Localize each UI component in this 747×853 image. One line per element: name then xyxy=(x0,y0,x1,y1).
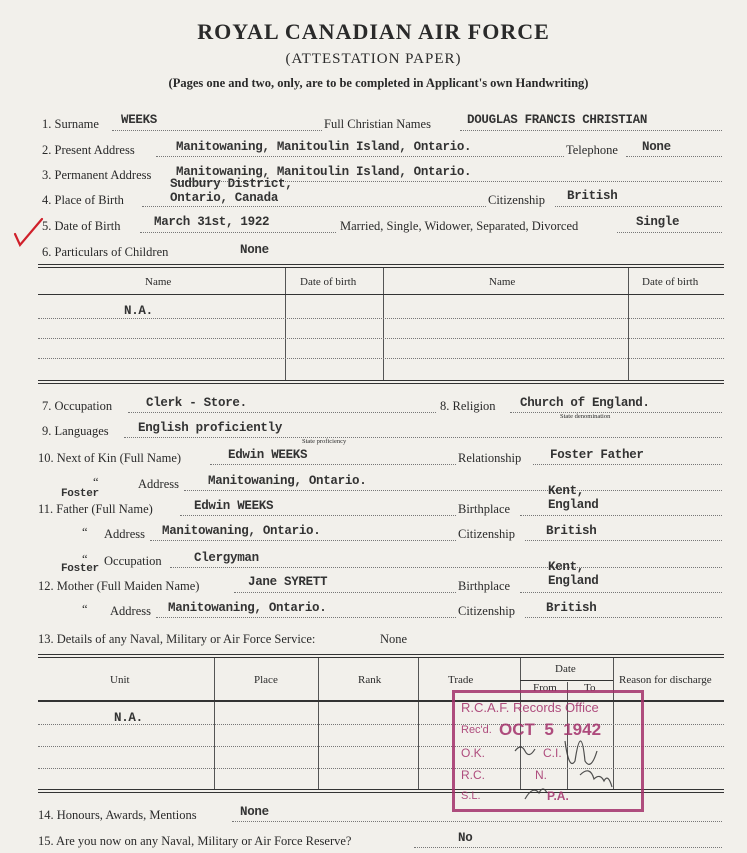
surname-label: 1. Surname xyxy=(42,117,99,131)
stamp-sl: S.L. xyxy=(461,790,481,802)
stamp-initials-handwriting xyxy=(495,720,635,803)
col-from: From xyxy=(533,682,557,694)
languages-value: English proficiently xyxy=(138,421,283,435)
place-of-birth-line2: Ontario, Canada xyxy=(170,191,279,205)
mother-birthplace-line2: England xyxy=(548,574,599,588)
mother-foster-note: Foster xyxy=(61,563,99,575)
col-date-of-birth: Date of birth xyxy=(300,276,357,288)
stamp-office: R.C.A.F. Records Office xyxy=(461,700,599,715)
mother-address-value: Manitowaning, Ontario. xyxy=(168,601,327,615)
records-office-stamp xyxy=(452,690,644,812)
place-of-birth-label: 4. Place of Birth xyxy=(42,193,124,207)
mother-birthplace-label: Birthplace xyxy=(458,579,511,593)
citizenship-value: British xyxy=(567,189,618,203)
languages-hint: State proficiency xyxy=(302,438,347,445)
mother-citizenship-label: Citizenship xyxy=(458,604,515,618)
col-unit: Unit xyxy=(110,674,130,686)
honours-value: None xyxy=(240,805,269,819)
father-birthplace-line1: Kent, xyxy=(548,484,585,498)
relationship-label: Relationship xyxy=(458,451,522,465)
father-occupation-label: Occupation xyxy=(104,554,162,568)
col-trade: Trade xyxy=(448,674,474,686)
instructions-note: (Pages one and two, only, are to be completed in Applicant's own Handwriting) xyxy=(168,76,589,90)
stamp-ci: C.I. xyxy=(543,746,562,760)
permanent-address-label: 3. Permanent Address xyxy=(42,168,152,182)
col-name: Name xyxy=(145,276,172,288)
ditto-mark: “ xyxy=(82,552,88,566)
next-of-kin-label: 10. Next of Kin (Full Name) xyxy=(38,451,182,465)
mother-label: 12. Mother (Full Maiden Name) xyxy=(38,579,200,593)
col-name-2: Name xyxy=(489,276,516,288)
page-title: ROYAL CANADIAN AIR FORCE xyxy=(197,19,550,44)
date-of-birth-value: March 31st, 1922 xyxy=(154,215,270,229)
ditto-mark: “ xyxy=(82,602,88,616)
col-place: Place xyxy=(254,674,278,686)
telephone-value: None xyxy=(642,140,671,154)
stamp-pa: P.A. xyxy=(547,789,569,803)
stamp-rc: R.C. xyxy=(461,768,485,782)
father-address-value: Manitowaning, Ontario. xyxy=(162,524,321,538)
father-citizenship-value: British xyxy=(546,524,597,538)
reserve-value: No xyxy=(458,831,473,845)
surname-value: WEEKS xyxy=(121,113,158,127)
marital-status-label: Married, Single, Widower, Separated, Divorced xyxy=(340,219,579,233)
service-table-value: N.A. xyxy=(114,711,143,725)
father-value: Edwin WEEKS xyxy=(194,499,274,513)
religion-label: 8. Religion xyxy=(440,399,496,413)
children-value: None xyxy=(240,243,269,257)
col-date-of-birth-2: Date of birth xyxy=(642,276,699,288)
telephone-label: Telephone xyxy=(566,143,618,157)
reserve-label: 15. Are you now on any Naval, Military or Air Force Reserve? xyxy=(38,834,352,848)
occupation-label: 7. Occupation xyxy=(42,399,113,413)
father-birthplace-line2: England xyxy=(548,498,599,512)
languages-label: 9. Languages xyxy=(42,424,109,438)
next-of-kin-value: Edwin WEEKS xyxy=(228,448,308,462)
father-address-label: Address xyxy=(104,527,145,541)
children-table-value: N.A. xyxy=(124,304,153,318)
mother-citizenship-value: British xyxy=(546,601,597,615)
citizenship-label: Citizenship xyxy=(488,193,545,207)
marital-status-value: Single xyxy=(636,215,680,229)
mother-address-label: Address xyxy=(110,604,151,618)
father-occupation-value: Clergyman xyxy=(194,551,259,565)
stamp-received-label: Rec'd. xyxy=(461,724,492,736)
col-rank: Rank xyxy=(358,674,382,686)
religion-hint: State denomination xyxy=(560,413,611,420)
father-label: 11. Father (Full Name) xyxy=(38,502,153,516)
relationship-value: Foster Father xyxy=(550,448,644,462)
kin-address-label: Address xyxy=(138,477,179,491)
permanent-address-value: Manitowaning, Manitoulin Island, Ontario. xyxy=(176,165,472,179)
present-address-value: Manitowaning, Manitoulin Island, Ontario. xyxy=(176,140,472,154)
date-of-birth-label: 5. Date of Birth xyxy=(42,219,121,233)
mother-value: Jane SYRETT xyxy=(248,575,328,589)
children-label: 6. Particulars of Children xyxy=(42,245,169,259)
ditto-mark: “ xyxy=(82,525,88,539)
col-reason-for-discharge: Reason for discharge xyxy=(619,674,712,686)
father-foster-note: Foster xyxy=(61,488,99,500)
father-citizenship-label: Citizenship xyxy=(458,527,515,541)
stamp-ok: O.K. xyxy=(461,746,486,760)
religion-value: Church of England. xyxy=(520,396,650,410)
service-value: None xyxy=(380,632,408,646)
col-date: Date xyxy=(555,663,576,675)
place-of-birth-line1: Sudbury District, xyxy=(170,177,293,191)
page-subtitle: (ATTESTATION PAPER) xyxy=(285,51,462,67)
christian-names-label: Full Christian Names xyxy=(324,117,431,131)
honours-label: 14. Honours, Awards, Mentions xyxy=(38,808,197,822)
father-birthplace-label: Birthplace xyxy=(458,502,511,516)
kin-address-value: Manitowaning, Ontario. xyxy=(208,474,367,488)
service-label: 13. Details of any Naval, Military or Air Force Service: xyxy=(38,632,316,646)
mother-birthplace-line1: Kent, xyxy=(548,560,585,574)
occupation-value: Clerk - Store. xyxy=(146,396,247,410)
christian-names-value: DOUGLAS FRANCIS CHRISTIAN xyxy=(467,113,648,127)
col-to: To xyxy=(584,682,596,694)
stamp-n: N. xyxy=(535,768,547,782)
stamp-received-date: OCT 5 1942 xyxy=(499,720,602,739)
ditto-mark: “ xyxy=(93,475,99,489)
present-address-label: 2. Present Address xyxy=(42,143,135,157)
